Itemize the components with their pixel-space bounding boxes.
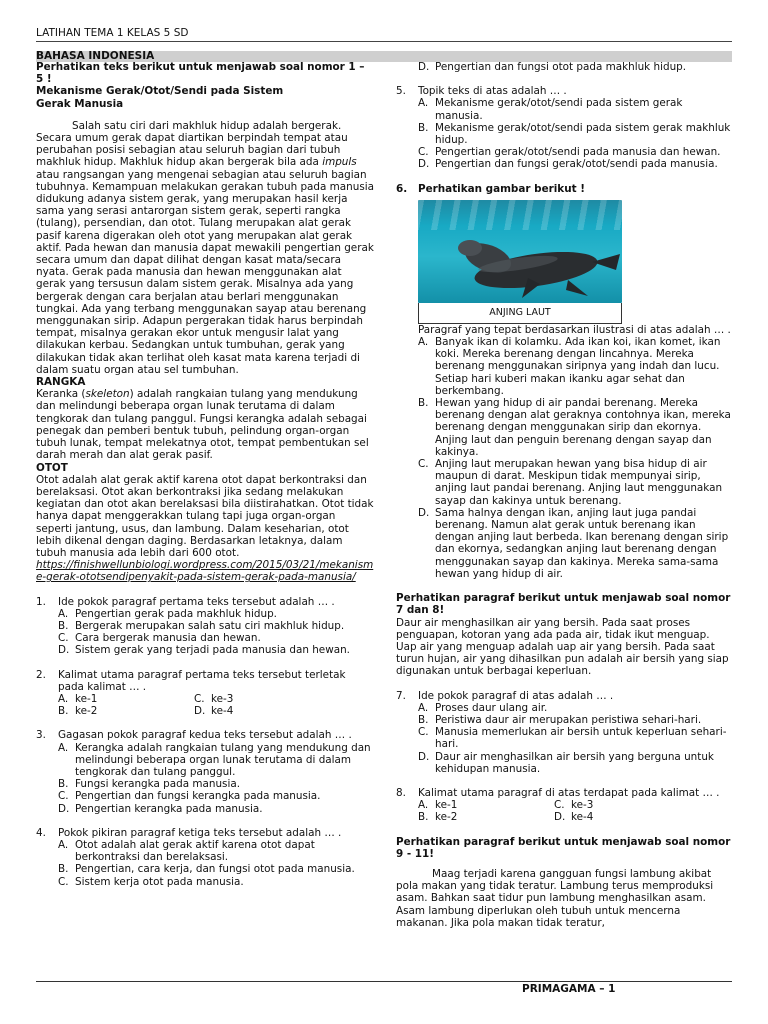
option-a[interactable] [58,742,374,779]
question-number: 3. [36,729,46,742]
page-footer: PRIMAGAMA – 1 [522,983,616,995]
reading-paragraph-3: Maag terjadi karena gangguan fungsi lambung akibat pola makan yang tidak teratur. Lambung terus memproduksi asam. Bahkan saat tidur pun lambung menghasilkan asam. Asam lambung diperlukan oleh tubuh untuk mencerna makanan. Jika pola makan tidak teratur, [396,867,714,929]
option-text: Daur air menghasilkan air bersih yang berguna untuk kehidupan manusia. [435,750,714,775]
option-c[interactable] [194,693,324,705]
option-b[interactable] [58,863,374,875]
option-text: Sistem gerak yang terjadi pada manusia dan hewan. [75,644,350,657]
option-letter: C. [418,458,429,471]
option-a[interactable] [418,799,554,811]
option-text: Proses daur ulang air. [435,701,548,714]
option-b[interactable] [58,778,374,790]
question-5 [396,85,732,170]
option-b[interactable] [58,620,374,632]
option-text: Bergerak merupakan salah satu ciri makhluk hidup. [75,619,345,632]
question-6-body [396,324,732,580]
option-letter: B. [58,705,69,718]
option-letter: B. [58,619,69,632]
option-c[interactable] [58,790,374,802]
question-text: Gagasan pokok paragraf kedua teks tersebut adalah … . [58,729,352,742]
footer-divider [36,981,732,982]
option-c[interactable] [554,799,684,811]
option-text: Otot adalah alat gerak aktif karena otot dapat berkontraksi dan berelaksasi. [75,838,315,864]
left-column [36,61,374,888]
option-a[interactable] [58,608,374,620]
option-text: Peristiwa daur air merupakan peristiwa sehari-hari. [435,713,702,726]
otot-heading: OTOT [36,461,68,474]
option-text: Anjing laut merupakan hewan yang bisa hidup di air maupun di darat. Meskipun tidak mempunyai sirip, anjing laut pandai berenang. Anjing laut menggunakan sayap dan kakinya untuk berenang. [435,458,723,507]
right-column [396,61,732,929]
option-c[interactable] [58,876,374,888]
photo-caption: ANJING LAUT [418,303,622,324]
option-b[interactable] [58,705,194,717]
option-text: Banyak ikan di kolamku. Ada ikan koi, ikan komet, ikan koki. Mereka berenang dengan lincahnya. Mereka berenang menggunakan siripnya yang indah dan lucu. Setiap hari kuberi makan ikanku agar sehat dan berkembang. [435,336,721,397]
question-3 [36,729,374,814]
option-letter: C. [58,790,69,803]
option-letter: A. [418,97,429,110]
option-c[interactable] [418,726,732,750]
question-text: Ide pokok paragraf pertama teks tersebut adalah … . [58,595,335,608]
para1-text-b: atau rangsangan yang mengenai sebagian atau seluruh bagian tubuhnya. Kemampuan melakukan gerakan tubuh pada manusia didukung adanya sistem gerak, yang merupakan hasil kerja sama yang serasi antarorgan sistem gerak, seperti rangka (tulang), persendian, dan otot. Tulang merupakan alat gerak pasif karena digerakan oleh otot yang merupakan alat gerak aktif. Pada hewan dan manusia dapat mewakili pengertian gerak secara umum dan dapat dilihat dengan kasat mata/secara nyata. Gerak pada manusia dan hewan menggunakan alat gerak yang tersusun dalam sistem gerak. Misalnya ada yang bergerak dengan cara berjalan atau berlari menggunakan tungkai. Ada yang terbang menggunakan sayap atau berenang menggunakan sirip. Adapun pergerakan tidak harus berpindah tempat, misalnya gerakan ekor untuk mengusir lalat yang dilakukan kerbau. Sedangkan untuk tumbuhan, gerak yang dilakukan tidak akan terlihat oleh kasat mata karena terjadi di dalam suatu organ atau sel tumbuhan. [36,168,375,376]
reading-title-line-2: Gerak Manusia [36,97,124,110]
option-d[interactable] [418,61,732,73]
reading-paragraph-2: Daur air menghasilkan air yang bersih. Pada saat proses penguapan, kotoran yang ada pada air, tidak ikut menguap. Uap air yang menguap adalah uap air yang bersih. Pada saat turun hujan, air yang dihasilkan pun adalah air bersih yang siap digunakan untuk berbagai keperluan. [396,616,729,678]
question-1 [36,596,374,657]
rangka-paragraph [36,388,374,461]
options-grid [418,799,732,823]
source-link[interactable]: https://finishwellunbiologi.wordpress.com/2015/03/21/mekanisme-gerak-ototsendipenyakit-pada-sistem-gerak-pada-manusia/ [36,559,374,584]
rangka-heading: RANGKA [36,376,86,389]
option-letter: C. [58,875,69,888]
option-text: Mekanisme gerak/otot/sendi pada sistem gerak makhluk hidup. [435,121,731,147]
option-b[interactable] [418,122,732,146]
option-letter: A. [58,607,69,620]
option-letter: C. [58,632,69,645]
option-d[interactable] [418,751,732,775]
question-8 [396,787,732,824]
option-b[interactable] [418,714,732,726]
option-letter: D. [418,506,430,519]
option-text: Pengertian dan fungsi gerak/otot/sendi pada manusia. [435,158,718,171]
option-text: ke-4 [571,811,594,824]
option-text: ke-3 [571,799,594,812]
option-d[interactable] [418,158,732,170]
option-c[interactable] [418,146,732,158]
question-number: 7. [396,689,406,702]
option-letter: A. [58,838,69,851]
option-text: Kerangka adalah rangkaian tulang yang mendukung dan melindungi beberapa organ lunak terutama di dalam tengkorak dan tulang panggul. [75,741,371,778]
question-6 [396,183,732,195]
para1-italic-term: impuls [322,156,357,169]
question-number: 2. [36,668,46,681]
option-letter: A. [418,701,429,714]
subject-heading: BAHASA INDONESIA [36,50,155,62]
question-text: Ide pokok paragraf di atas adalah … . [418,689,614,702]
option-letter: A. [58,692,69,705]
question-2 [36,669,374,718]
option-letter: B. [418,397,429,410]
option-letter: C. [418,146,429,159]
option-d[interactable] [194,705,324,717]
option-text: ke-4 [211,705,234,718]
option-a[interactable] [58,693,194,705]
rangka-italic-term: skeleton [85,388,130,401]
instruction-1-5: Perhatikan teks berikut untuk menjawab soal nomor 1 – 5 ! [36,61,365,86]
rangka-text-a: Keranka ( [36,388,86,401]
option-letter: A. [418,799,429,812]
worksheet-title: LATIHAN TEMA 1 KELAS 5 SD [36,27,189,39]
sea-lion-photo [418,200,622,303]
option-text: Pengertian dan fungsi otot pada makhluk hidup. [435,61,687,73]
sea-lion-illustration [418,200,622,303]
option-text: Sama halnya dengan ikan, anjing laut juga pandai berenang. Namun alat gerak untuk berenang ikan dengan anjing laut berbeda. Ikan berenang dengan sirip dan ekornya, sedangkan anjing laut berenang dengan menggunakan sayap dan kakinya. Mereka sama-sama hewan yang hidup di air. [435,506,729,580]
question-stem: Paragraf yang tepat berdasarkan ilustrasi di atas adalah … . [418,323,731,336]
header-divider [36,41,732,42]
option-letter: B. [418,121,429,134]
question-text: Topik teks di atas adalah … . [418,85,567,98]
option-letter: C. [194,692,205,705]
option-d[interactable] [554,811,684,823]
option-letter: B. [58,863,69,876]
option-text: ke-1 [75,692,98,705]
option-a[interactable] [418,702,732,714]
option-d[interactable] [418,507,732,580]
question-7 [396,690,732,775]
option-text: ke-3 [211,692,234,705]
option-c[interactable] [418,458,732,507]
question-number: 1. [36,595,46,608]
reading-title-line-1: Mekanisme Gerak/Otot/Sendi pada Sistem [36,85,284,98]
options-grid [58,693,374,717]
option-letter: B. [418,713,429,726]
question-number: 4. [36,826,46,839]
instruction-7-8: Perhatikan paragraf berikut untuk menjawab soal nomor 7 dan 8! [396,592,731,617]
option-letter: D. [554,811,566,824]
option-letter: D. [418,158,430,171]
option-text: Hewan yang hidup di air pandai berenang. Mereka berenang dengan alat geraknya contohnya ikan, mereka berenang dengan menggunakan sirip dan ekornya. Anjing laut dan penguin berenang dengan sayap dan kakinya. [435,397,731,458]
option-b[interactable] [418,397,732,458]
option-letter: B. [418,811,429,824]
para1-text-a: Salah satu ciri dari makhluk hidup adalah bergerak. Secara umum gerak dapat diartikan berpindah tempat atau perubahan posisi sebagian atau seluruh bagian dari tubuh makhluk hidup. Makhluk hidup akan bergerak bila ada [36,119,348,169]
question-4-continued [396,61,732,73]
option-c[interactable] [58,632,374,644]
option-text: Pengertian dan fungsi kerangka pada manusia. [75,790,321,803]
option-a[interactable] [58,839,374,863]
option-letter: D. [194,705,206,718]
option-text: ke-2 [75,705,98,718]
option-letter: D. [418,750,430,763]
option-letter: D. [58,802,70,815]
question-4 [36,827,374,888]
otot-paragraph: Otot adalah alat gerak aktif karena otot dapat berkontraksi dan berelaksasi. Otot akan berkontraksi jika sedang melakukan kegiatan dan otot akan berelaksasi bila diistirahatkan. Otot tidak hanya dapat menggerakkan tulang tapi juga organ-organ seperti jantung, usus, dan lambung. Dalam keseharian, otot lebih dikenal dengan daging. Berdasarkan letaknya, dalam tubuh manusia ada lebih dari 600 otot. [36,473,374,559]
instruction-9-11: Perhatikan paragraf berikut untuk menjawab soal nomor 9 - 11! [396,835,731,860]
option-text: Pengertian kerangka pada manusia. [75,802,263,815]
question-number: 8. [396,786,406,799]
option-d[interactable] [58,803,374,815]
question-text: Kalimat utama paragraf pertama teks tersebut terletak pada kalimat … . [58,668,346,693]
option-a[interactable] [418,336,732,397]
option-text: ke-2 [435,811,458,824]
option-letter: D. [58,644,70,657]
option-b[interactable] [418,811,554,823]
option-text: Manusia memerlukan air bersih untuk keperluan sehari-hari. [435,726,727,751]
option-letter: B. [58,778,69,791]
option-text: Mekanisme gerak/otot/sendi pada sistem gerak manusia. [435,97,683,122]
option-letter: D. [418,61,430,73]
option-letter: A. [58,741,69,754]
option-text: ke-1 [435,799,458,812]
question-text: Kalimat utama paragraf di atas terdapat pada kalimat … . [418,786,720,799]
option-a[interactable] [418,97,732,121]
question-number: 5. [396,85,406,98]
reading-paragraph-1 [36,120,374,376]
option-text: Pengertian, cara kerja, dan fungsi otot pada manusia. [75,863,355,876]
question-number: 6. [396,182,408,195]
option-d[interactable] [58,644,374,656]
option-letter: C. [554,799,565,812]
rangka-text-b: ) adalah rangkaian tulang yang mendukung dan melindungi beberapa organ lunak terutama di dalam tengkorak dan tulang panggul. Fungsi kerangka adalah sebagai penegak dan pemberi bentuk tubuh, pelindung organ-organ tubuh lunak, tempat melekatnya otot, tempat pembentukan sel darah merah dan alat gerak pasif. [36,388,369,462]
option-text: Cara bergerak manusia dan hewan. [75,632,261,645]
question-text: Perhatikan gambar berikut ! [418,182,585,195]
question-text: Pokok pikiran paragraf ketiga teks tersebut adalah … . [58,826,342,839]
option-text: Fungsi kerangka pada manusia. [75,778,241,791]
option-text: Pengertian gerak pada makhluk hidup. [75,607,277,620]
option-letter: C. [418,726,429,739]
option-text: Sistem kerja otot pada manusia. [75,875,244,888]
option-text: Pengertian gerak/otot/sendi pada manusia dan hewan. [435,146,721,159]
option-letter: A. [418,336,429,349]
